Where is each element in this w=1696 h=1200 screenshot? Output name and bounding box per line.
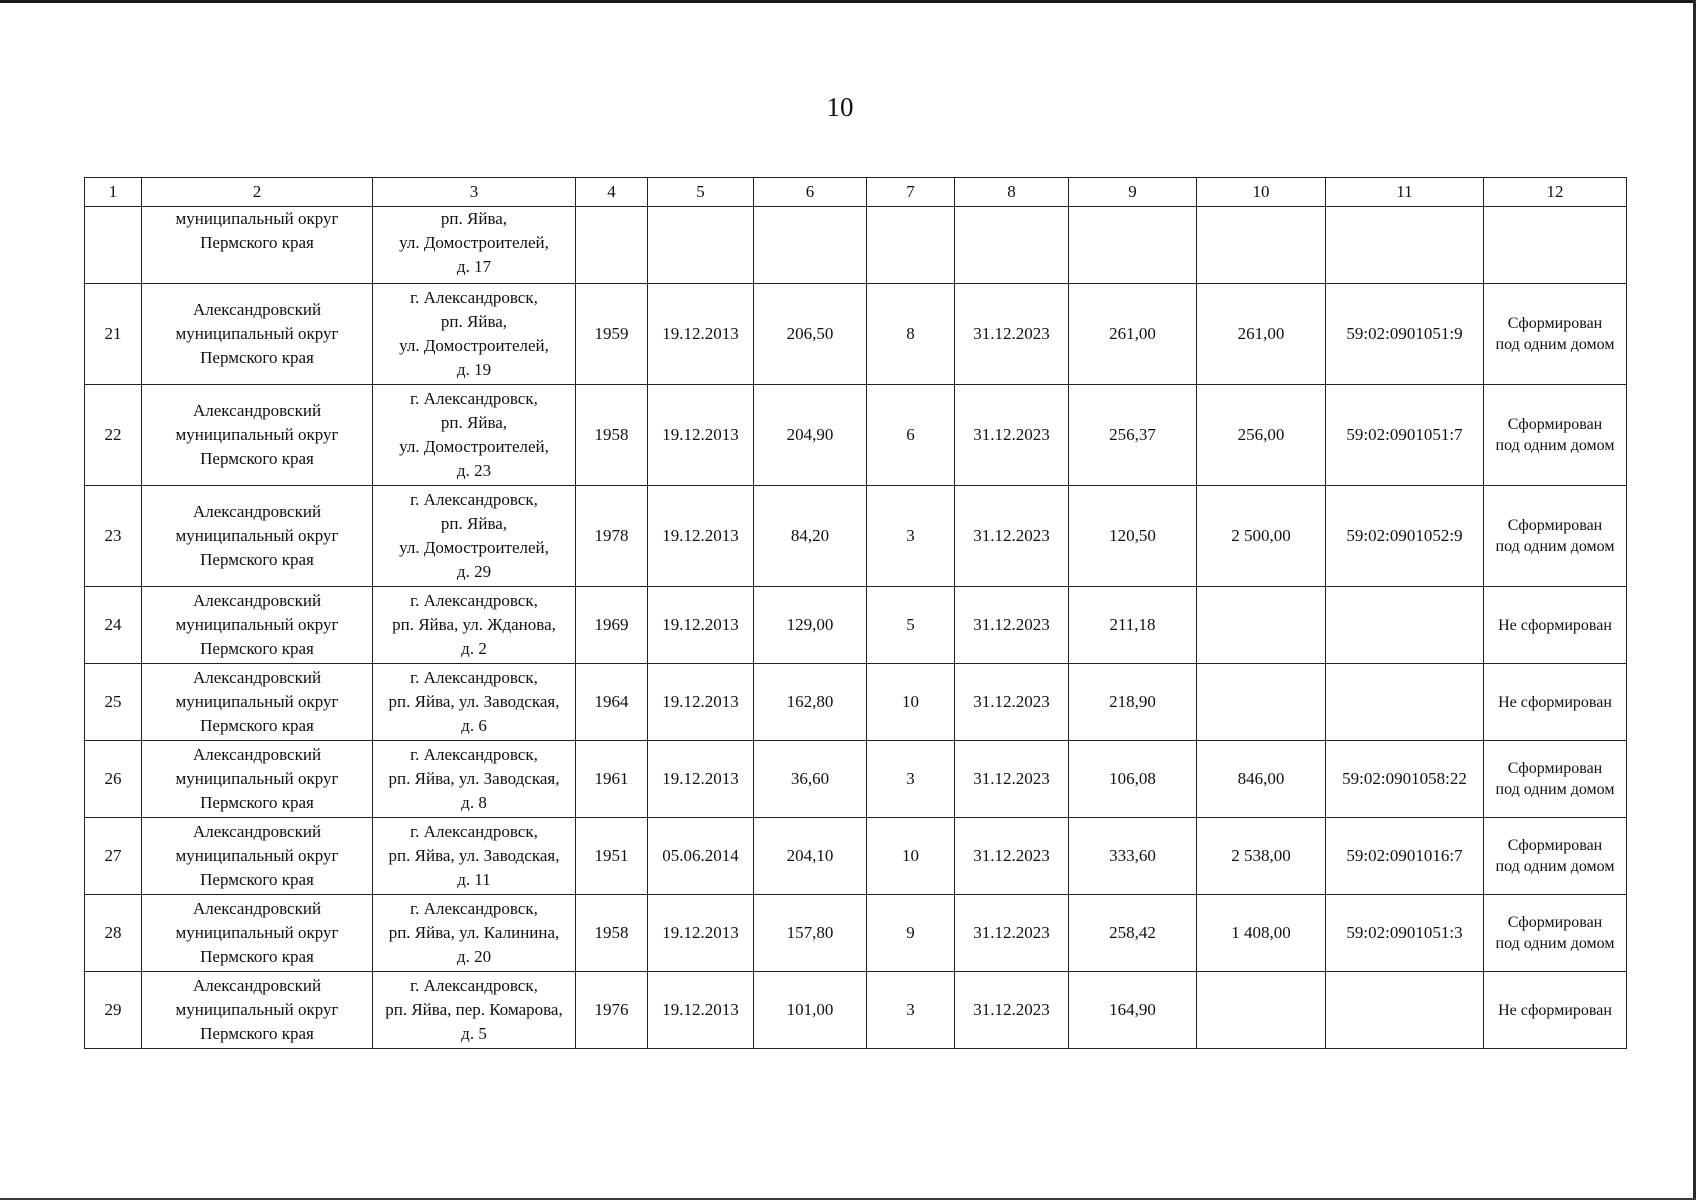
cell-line: д. 6 xyxy=(461,716,487,735)
cell-date: 19.12.2013 xyxy=(648,664,754,741)
cell-residents: 3 xyxy=(867,741,955,818)
cell-deadline: 31.12.2023 xyxy=(955,284,1069,385)
cell-area-total: 261,00 xyxy=(1069,284,1197,385)
cell-number: 29 xyxy=(85,972,142,1049)
cell-line: Не сформирован xyxy=(1498,1001,1612,1019)
cell-empty xyxy=(1484,207,1627,284)
cell-line: рп. Яйва, ул. Заводская, xyxy=(388,692,560,711)
column-header: 1 xyxy=(85,178,142,207)
cell-line: д. 19 xyxy=(456,360,492,379)
cell-residents: 10 xyxy=(867,664,955,741)
cell-line: рп. Яйва, ул. Калинина, xyxy=(388,923,560,942)
cell-line: ул. Домостроителей, xyxy=(399,437,549,456)
cell-line: ул. Домостроителей, xyxy=(399,538,549,557)
cell-area: 204,90 xyxy=(754,385,867,486)
cell-empty xyxy=(1326,207,1484,284)
cell-address xyxy=(373,207,576,284)
cell-date: 19.12.2013 xyxy=(648,284,754,385)
cell-residents: 8 xyxy=(867,284,955,385)
cell-deadline: 31.12.2023 xyxy=(955,895,1069,972)
cell-municipality xyxy=(142,972,373,1049)
cell-line: Сформирован xyxy=(1507,914,1603,931)
cell-line: д. 23 xyxy=(456,461,492,480)
cell-date: 19.12.2013 xyxy=(648,741,754,818)
cell-area-total: 120,50 xyxy=(1069,486,1197,587)
cell-line: муниципальный округ xyxy=(175,1000,339,1019)
cell-number: 28 xyxy=(85,895,142,972)
cell-deadline: 31.12.2023 xyxy=(955,818,1069,895)
cell-area: 157,80 xyxy=(754,895,867,972)
cell-line: под одним домом xyxy=(1495,336,1615,353)
cell-status xyxy=(1484,741,1627,818)
cell-land-area: 2 500,00 xyxy=(1197,486,1326,587)
cell-date: 05.06.2014 xyxy=(648,818,754,895)
cell-address xyxy=(373,385,576,486)
cell-line: Пермского края xyxy=(200,550,314,569)
cell-deadline: 31.12.2023 xyxy=(955,741,1069,818)
cell-date: 19.12.2013 xyxy=(648,587,754,664)
cell-line: под одним домом xyxy=(1495,858,1615,875)
cell-number: 23 xyxy=(85,486,142,587)
cell-area-total: 258,42 xyxy=(1069,895,1197,972)
cell-residents: 10 xyxy=(867,818,955,895)
cell-year: 1958 xyxy=(576,895,648,972)
cell-area: 36,60 xyxy=(754,741,867,818)
cell-number: 21 xyxy=(85,284,142,385)
cell-line: рп. Яйва, ул. Заводская, xyxy=(388,846,560,865)
cell-year: 1961 xyxy=(576,741,648,818)
cell-line: Александровский xyxy=(192,976,322,995)
cell-deadline: 31.12.2023 xyxy=(955,385,1069,486)
cell-year: 1964 xyxy=(576,664,648,741)
cell-line: г. Александровск, xyxy=(410,591,538,610)
cell-area: 162,80 xyxy=(754,664,867,741)
cell-residents: 3 xyxy=(867,972,955,1049)
cell-line: Александровский xyxy=(192,300,322,319)
cell-line: г. Александровск, xyxy=(410,288,538,307)
cell-cadastral-number: 59:02:0901052:9 xyxy=(1326,486,1484,587)
cell-area-total: 164,90 xyxy=(1069,972,1197,1049)
cell-date: 19.12.2013 xyxy=(648,385,754,486)
cell-line: д. 20 xyxy=(456,947,492,966)
cell-line: г. Александровск, xyxy=(410,490,538,509)
cell-land-area: 1 408,00 xyxy=(1197,895,1326,972)
column-header: 5 xyxy=(648,178,754,207)
cell-line: Пермского края xyxy=(200,716,314,735)
cell-empty xyxy=(867,207,955,284)
cell-line: рп. Яйва, пер. Комарова, xyxy=(385,1000,563,1019)
table-row xyxy=(85,741,1627,818)
cell-address xyxy=(373,486,576,587)
cell-area: 206,50 xyxy=(754,284,867,385)
cell-year: 1958 xyxy=(576,385,648,486)
cell-line: Александровский xyxy=(192,822,322,841)
cell-line: ул. Домостроителей, xyxy=(399,336,549,355)
table-row xyxy=(85,486,1627,587)
cell-empty xyxy=(1197,207,1326,284)
cell-land-area xyxy=(1197,587,1326,664)
cell-line: Сформирован xyxy=(1507,315,1603,332)
cell-municipality xyxy=(142,587,373,664)
cell-line: рп. Яйва, xyxy=(440,312,508,331)
cell-municipality xyxy=(142,818,373,895)
cell-line: г. Александровск, xyxy=(410,745,538,764)
cell-residents: 3 xyxy=(867,486,955,587)
cell-line: д. 5 xyxy=(461,1024,487,1043)
cell-year: 1959 xyxy=(576,284,648,385)
cell-line: муниципальный округ xyxy=(175,526,339,545)
cell-date: 19.12.2013 xyxy=(648,972,754,1049)
cell-address xyxy=(373,895,576,972)
cell-line: под одним домом xyxy=(1495,437,1615,454)
cell-municipality xyxy=(142,385,373,486)
cell-line: ул. Домостроителей, xyxy=(399,233,549,252)
column-header: 9 xyxy=(1069,178,1197,207)
table-row xyxy=(85,895,1627,972)
cell-line: д. 8 xyxy=(461,793,487,812)
cell-line: Пермского края xyxy=(200,233,314,252)
column-header: 8 xyxy=(955,178,1069,207)
cell-land-area xyxy=(1197,972,1326,1049)
cell-line: г. Александровск, xyxy=(410,899,538,918)
cell-line: Александровский xyxy=(192,745,322,764)
cell-status xyxy=(1484,587,1627,664)
cell-line: Пермского края xyxy=(200,947,314,966)
page-number: 10 xyxy=(826,92,854,122)
cell-status xyxy=(1484,895,1627,972)
cell-line: Сформирован xyxy=(1507,760,1603,777)
cell-area: 129,00 xyxy=(754,587,867,664)
cell-line: рп. Яйва, xyxy=(440,514,508,533)
cell-cadastral-number: 59:02:0901051:3 xyxy=(1326,895,1484,972)
cell-line: д. 17 xyxy=(456,257,492,276)
scan-edge-top xyxy=(0,0,1696,3)
cell-number xyxy=(85,207,142,284)
cell-line: под одним домом xyxy=(1495,781,1615,798)
cell-municipality xyxy=(142,741,373,818)
cell-line: муниципальный округ xyxy=(175,209,339,228)
table-row xyxy=(85,664,1627,741)
column-header: 2 xyxy=(142,178,373,207)
cell-line: Сформирован xyxy=(1507,416,1603,433)
cell-line: рп. Яйва, ул. Жданова, xyxy=(392,615,556,634)
table-row xyxy=(85,385,1627,486)
cell-status xyxy=(1484,972,1627,1049)
column-header: 7 xyxy=(867,178,955,207)
cell-deadline: 31.12.2023 xyxy=(955,972,1069,1049)
cell-empty xyxy=(754,207,867,284)
cell-cadastral-number xyxy=(1326,972,1484,1049)
cell-land-area: 256,00 xyxy=(1197,385,1326,486)
cell-address xyxy=(373,818,576,895)
cell-line: д. 29 xyxy=(456,562,492,581)
cell-line: Пермского края xyxy=(200,1024,314,1043)
table-row xyxy=(85,972,1627,1049)
cell-line: д. 2 xyxy=(461,639,487,658)
cell-status xyxy=(1484,818,1627,895)
cell-cadastral-number xyxy=(1326,664,1484,741)
cell-municipality xyxy=(142,895,373,972)
cell-empty xyxy=(955,207,1069,284)
column-header: 3 xyxy=(373,178,576,207)
cell-address xyxy=(373,664,576,741)
cell-area: 204,10 xyxy=(754,818,867,895)
cell-line: г. Александровск, xyxy=(410,389,538,408)
cell-line: рп. Яйва, xyxy=(440,413,508,432)
cell-municipality xyxy=(142,284,373,385)
cell-line: рп. Яйва, ул. Заводская, xyxy=(388,769,560,788)
cell-empty xyxy=(648,207,754,284)
column-header: 6 xyxy=(754,178,867,207)
cell-line: муниципальный округ xyxy=(175,615,339,634)
cell-line: Сформирован xyxy=(1507,517,1603,534)
cell-date: 19.12.2013 xyxy=(648,895,754,972)
column-header: 11 xyxy=(1326,178,1484,207)
cell-residents: 9 xyxy=(867,895,955,972)
cell-year: 1976 xyxy=(576,972,648,1049)
cell-line: муниципальный округ xyxy=(175,769,339,788)
cell-land-area: 2 538,00 xyxy=(1197,818,1326,895)
table-row xyxy=(85,284,1627,385)
cell-area: 84,20 xyxy=(754,486,867,587)
cell-cadastral-number: 59:02:0901016:7 xyxy=(1326,818,1484,895)
cell-line: муниципальный округ xyxy=(175,425,339,444)
cell-line: Пермского края xyxy=(200,870,314,889)
cell-municipality xyxy=(142,207,373,284)
cell-status xyxy=(1484,385,1627,486)
cell-land-area xyxy=(1197,664,1326,741)
cell-line: Пермского края xyxy=(200,449,314,468)
cell-line: под одним домом xyxy=(1495,538,1615,555)
cell-line: Пермского края xyxy=(200,639,314,658)
cell-line: Александровский xyxy=(192,591,322,610)
column-header: 12 xyxy=(1484,178,1627,207)
cell-deadline: 31.12.2023 xyxy=(955,486,1069,587)
continuation-row xyxy=(85,207,1627,284)
cell-line: г. Александровск, xyxy=(410,822,538,841)
cell-line: муниципальный округ xyxy=(175,692,339,711)
cell-status xyxy=(1484,486,1627,587)
cell-number: 22 xyxy=(85,385,142,486)
cell-cadastral-number: 59:02:0901051:7 xyxy=(1326,385,1484,486)
cell-line: Сформирован xyxy=(1507,837,1603,854)
cell-line: Пермского края xyxy=(200,348,314,367)
cell-status xyxy=(1484,664,1627,741)
cell-year: 1978 xyxy=(576,486,648,587)
cell-area-total: 333,60 xyxy=(1069,818,1197,895)
cell-address xyxy=(373,284,576,385)
cell-line: Не сформирован xyxy=(1498,693,1612,711)
cell-line: Александровский xyxy=(192,401,322,420)
cell-land-area: 846,00 xyxy=(1197,741,1326,818)
cell-address xyxy=(373,587,576,664)
cell-line: муниципальный округ xyxy=(175,324,339,343)
cell-area-total: 211,18 xyxy=(1069,587,1197,664)
cell-address xyxy=(373,972,576,1049)
cell-empty xyxy=(576,207,648,284)
cell-cadastral-number xyxy=(1326,587,1484,664)
cell-line: муниципальный округ xyxy=(175,923,339,942)
cell-deadline: 31.12.2023 xyxy=(955,664,1069,741)
cell-number: 25 xyxy=(85,664,142,741)
cell-area-total: 218,90 xyxy=(1069,664,1197,741)
cell-cadastral-number: 59:02:0901051:9 xyxy=(1326,284,1484,385)
cell-line: Александровский xyxy=(192,899,322,918)
cell-deadline: 31.12.2023 xyxy=(955,587,1069,664)
housing-register-table xyxy=(84,177,1627,1049)
cell-number: 26 xyxy=(85,741,142,818)
column-number-row xyxy=(85,178,1627,207)
cell-line: Александровский xyxy=(192,668,322,687)
cell-line: г. Александровск, xyxy=(410,668,538,687)
cell-cadastral-number: 59:02:0901058:22 xyxy=(1326,741,1484,818)
cell-line: рп. Яйва, xyxy=(440,209,508,228)
cell-number: 24 xyxy=(85,587,142,664)
cell-line: Не сформирован xyxy=(1498,616,1612,634)
column-header: 4 xyxy=(576,178,648,207)
cell-residents: 5 xyxy=(867,587,955,664)
cell-area: 101,00 xyxy=(754,972,867,1049)
cell-land-area: 261,00 xyxy=(1197,284,1326,385)
cell-status xyxy=(1484,284,1627,385)
cell-date: 19.12.2013 xyxy=(648,486,754,587)
cell-empty xyxy=(1069,207,1197,284)
cell-number: 27 xyxy=(85,818,142,895)
cell-area-total: 256,37 xyxy=(1069,385,1197,486)
cell-line: Пермского края xyxy=(200,793,314,812)
cell-line: Александровский xyxy=(192,502,322,521)
column-header: 10 xyxy=(1197,178,1326,207)
cell-year: 1969 xyxy=(576,587,648,664)
cell-line: муниципальный округ xyxy=(175,846,339,865)
cell-area-total: 106,08 xyxy=(1069,741,1197,818)
cell-line: д. 11 xyxy=(457,870,491,889)
cell-year: 1951 xyxy=(576,818,648,895)
cell-municipality xyxy=(142,664,373,741)
cell-municipality xyxy=(142,486,373,587)
table-row xyxy=(85,818,1627,895)
cell-line: г. Александровск, xyxy=(410,976,538,995)
cell-line: под одним домом xyxy=(1495,935,1615,952)
cell-residents: 6 xyxy=(867,385,955,486)
cell-address xyxy=(373,741,576,818)
table-row xyxy=(85,587,1627,664)
